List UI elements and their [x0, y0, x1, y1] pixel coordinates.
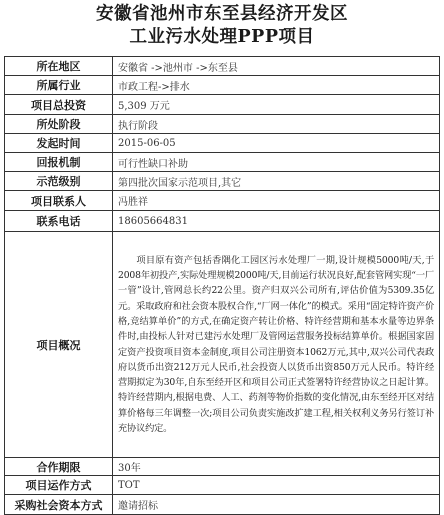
value-stage: 执行阶段	[113, 115, 440, 134]
row-operation-mode	[5, 476, 440, 495]
title-line-2: 工业污水处理PPP项目	[129, 27, 315, 47]
value-operation-mode: TOT	[113, 476, 440, 495]
value-demo-level: 第四批次国家示范项目,其它	[113, 172, 440, 191]
value-return-mechanism: 可行性缺口补助	[113, 153, 440, 172]
label-term: 合作期限	[5, 458, 113, 476]
row-region	[5, 57, 440, 76]
label-industry: 所属行业	[5, 76, 113, 95]
row-investment	[5, 95, 440, 115]
value-phone: 18605664831	[113, 211, 440, 232]
value-investment: 5,309 万元	[113, 95, 440, 115]
label-start-date: 发起时间	[5, 134, 113, 153]
label-demo-level: 示范级别	[5, 172, 113, 191]
label-phone: 联系电话	[5, 211, 113, 232]
label-operation-mode: 项目运作方式	[5, 476, 113, 495]
row-phone	[5, 211, 440, 232]
value-term: 30年	[113, 458, 440, 476]
row-overview	[5, 232, 440, 458]
row-demo-level	[5, 172, 440, 191]
row-procurement	[5, 495, 440, 515]
value-industry: 市政工程->排水	[113, 76, 440, 95]
value-contact: 冯胜祥	[113, 191, 440, 211]
row-term	[5, 458, 440, 476]
page-title	[0, 0, 444, 56]
value-start-date: 2015-06-05	[113, 134, 440, 153]
row-contact	[5, 191, 440, 211]
row-start-date	[5, 134, 440, 153]
row-stage	[5, 115, 440, 134]
label-procurement: 采购社会资本方式	[5, 495, 113, 515]
label-stage: 所处阶段	[5, 115, 113, 134]
title-line-1: 安徽省池州市东至县经济开发区	[96, 4, 348, 24]
label-investment: 项目总投资	[5, 95, 113, 115]
value-overview-cell	[113, 232, 440, 458]
row-industry	[5, 76, 440, 95]
project-info-table	[4, 56, 440, 515]
value-procurement: 邀请招标	[113, 495, 440, 515]
label-return-mechanism: 回报机制	[5, 153, 113, 172]
row-return-mechanism	[5, 153, 440, 172]
label-overview: 项目概况	[5, 232, 113, 458]
value-region: 安徽省 ->池州市 ->东至县	[113, 57, 440, 76]
overview-text: 项目原有资产包括香隅化工园区污水处理厂一期,设计规模5000吨/天,于2008年初投产,实际处理规模2000吨/天,目前运行状况良好,配套管网实现“一厂一管”设计,管网总长约22公里。资产归双兴公司所有,评估价值为5309.35亿元。采取政府和社会资本股权合作,“厂网一体化”的模式。采用“固定特许资产价格,竞结算单价”的方式,在确定资产转让价格、特许经营期和基本水量等边界条件时,由投标人针对已建污水处理厂及管网运营服务投标结算单价。根据国家固定资产投资项目资本金制度,项目公司注册资本1062万元,其中,双兴公司代表政府以货币出资212万元人民币,社会投资人以货币出资850万元人民币。特许经营期拟定为30年,自东至经开区和项目公司正式签署特许经营协议之日起计算。特许经营期内,根据电费、人工、药剂等物价指数的变化情况,由东至经开区对结算价格每三年调整一次;项目公司负责实施改扩建工程,相关权利义务另行签订补充协议约定。	[118, 254, 434, 434]
label-contact: 项目联系人	[5, 191, 113, 211]
label-region: 所在地区	[5, 57, 113, 76]
